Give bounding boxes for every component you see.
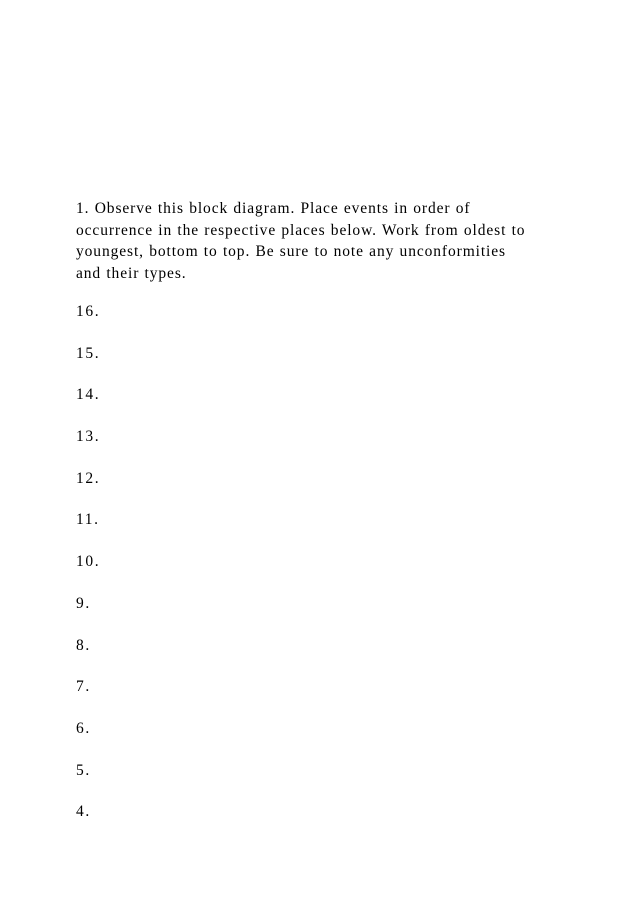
answer-line-12: 12.: [76, 469, 101, 487]
answer-line-13: 13.: [76, 428, 101, 446]
answer-line-10: 10.: [76, 553, 101, 571]
answer-line-14: 14.: [76, 386, 101, 404]
question-line: 1. Observe this block diagram. Place events in order of: [76, 200, 471, 217]
question-line: occurrence in the respective places below. Work from oldest to: [76, 221, 526, 239]
answer-line-16: 16.: [76, 303, 101, 320]
question-line: and their types.: [76, 264, 187, 282]
answer-line-5: 5.: [76, 761, 91, 779]
question-text: [76, 198, 576, 284]
answer-line-15: 15.: [76, 344, 101, 362]
answer-line-4: 4.: [76, 803, 91, 821]
answer-line-7: 7.: [76, 678, 91, 696]
answer-line-9: 9.: [76, 594, 91, 612]
question-line: youngest, bottom to top. Be sure to note any unconformities: [76, 243, 506, 260]
answer-line-6: 6.: [76, 719, 91, 737]
answer-line-8: 8.: [76, 636, 91, 654]
answer-list: [76, 301, 100, 843]
answer-line-11: 11.: [76, 511, 100, 529]
